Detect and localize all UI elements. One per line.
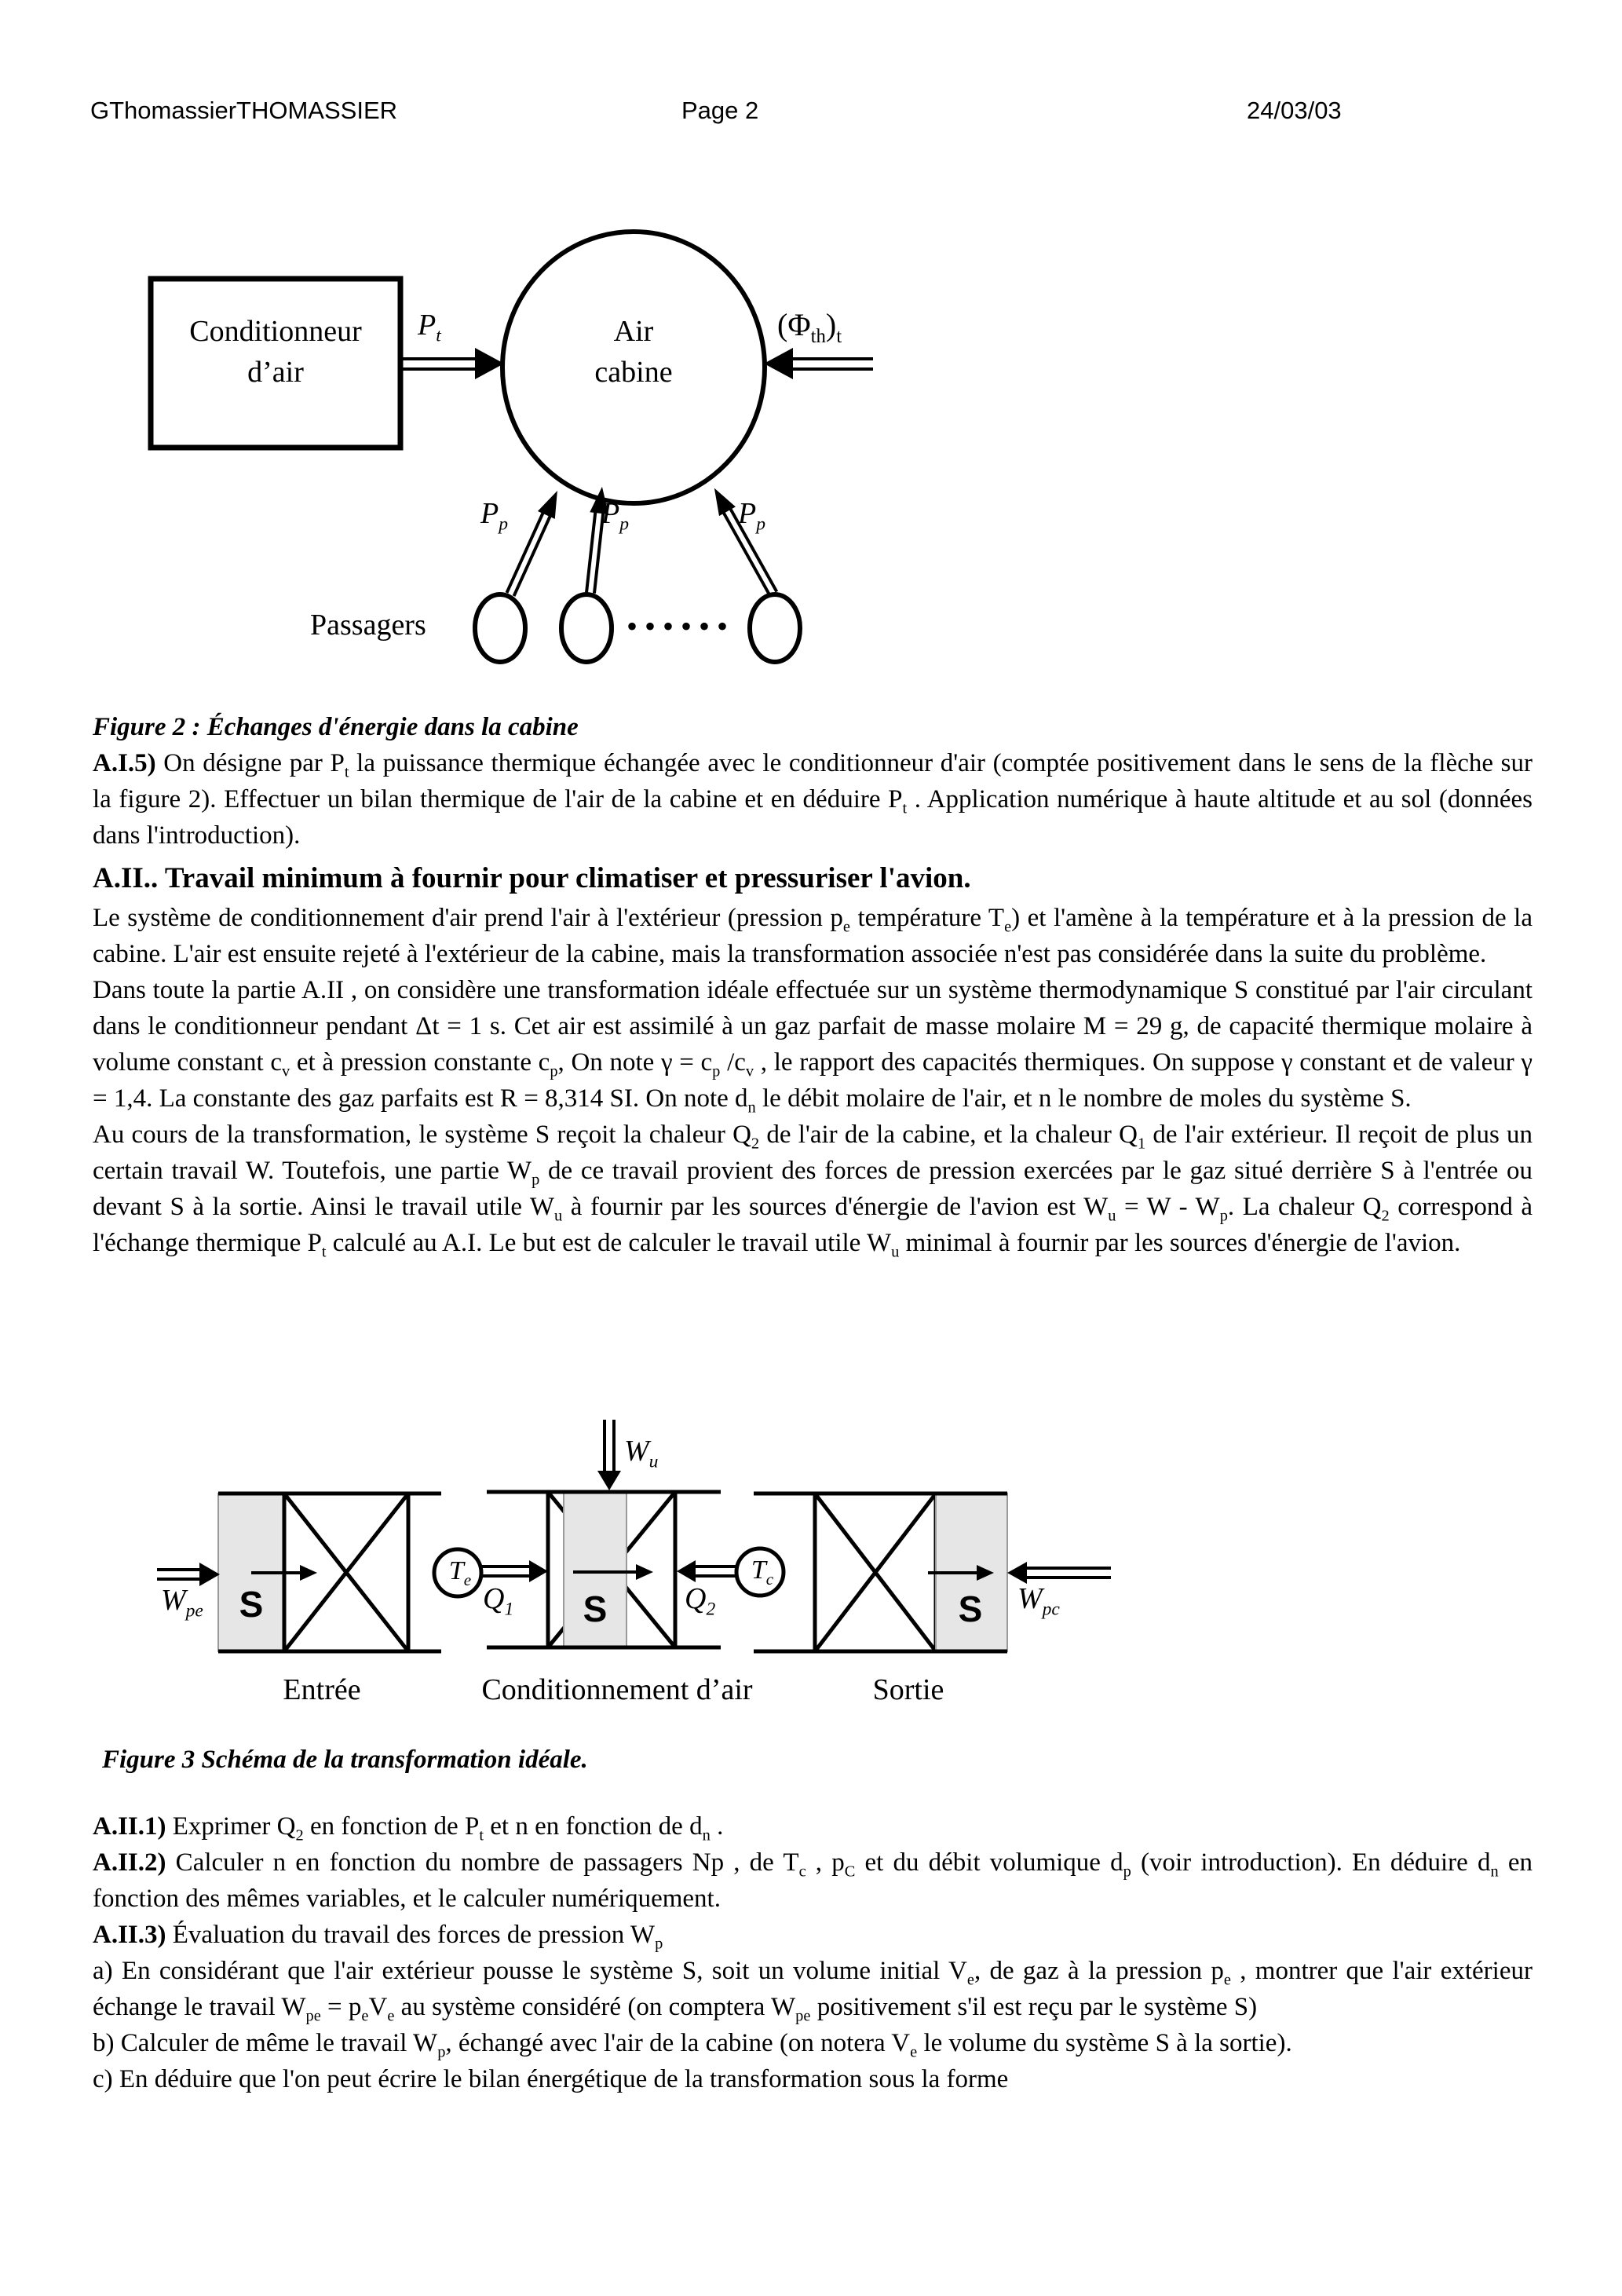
paragraph-2: Dans toute la partie A.II , on considère une transformation idéale effectuée sur un système thermodynamique S constitué par l'air circulant dans le conditionneur pendant Δt = 1 s. Cet air est assimilé à un gaz parfait de masse molaire M = 29 g, de capacité thermique molaire à volume constant $c_v$ et à pression constante $c_p$, On note $\gamma = c_p$ $/c_v$ , le rapport des capacités thermiques. On suppose γ constant et de valeur γ = 1,4. La constante des gaz parfaits est R = 8,314 SI. On note $d_n$ le débit molaire de l'air, et n le nombre de moles du système S. [93,976,1532,1117]
figure3-caption-block [102,1742,1542,1778]
passagers-label: Passagers [310,609,426,642]
sortie-unit [754,1493,1111,1651]
s-label-sortie: S [958,1589,983,1629]
tc-label: $T_c$ [751,1556,774,1589]
entree-label: Entrée [283,1673,361,1706]
question-text-a23: Évaluation du travail des forces de pression $W_p$ [166,1921,663,1953]
header-author: GThomassierTHOMASSIER [90,97,398,124]
question-number-ai5: A.I.5) [93,749,156,777]
sortie-label: Sortie [872,1673,944,1706]
figure2-text-block [93,709,1532,854]
question-text-ai5: On désigne par $P_t$ la puissance thermique échangée avec le conditionneur d'air (comptée positivement dans le sens de la flèche sur la figure 2). Effectuer un bilan thermique de l'air de la cabine et en déduire $P_t$ . Application numérique à haute altitude et au sol (données dans l'introduction). [93,749,1532,850]
conditionneur-label: Conditionneur d’air [189,315,362,389]
passager-arrow-1 [502,487,566,598]
paragraph-qc: c) En déduire que l'on peut écrire le bilan énergétique de la transformation sous la forme [93,2065,1009,2093]
question-text-a22: Calculer n en fonction du nombre de passagers Np , de $T_c$ , $p_C$ et du débit volumique $d_p$ (voir introduction). En déduire $d_n$ en fonction des mêmes variables, et le calculer numériquement. [93,1848,1532,1913]
pt-arrow [400,348,504,379]
figure2-canvas [118,212,1021,707]
q2-label: $Q_2$ [685,1582,716,1620]
figure3-diagram [118,1406,1217,1720]
paragraph-ai5 [93,745,1532,854]
air-cabine-label: Air cabine [594,315,673,389]
question-number-a21: A.II.1) [93,1812,166,1841]
paragraph-a23 [93,1917,1532,1953]
wpe-label: $W_{pe}$ [161,1584,203,1621]
entree-unit [157,1493,441,1651]
ellipsis-dots: •••••• [627,609,736,644]
figure3-caption: Figure 3 Schéma de la transformation idéale. [102,1746,588,1774]
s-label-entree: S [239,1584,264,1625]
pp1-label: $P_p$ [480,497,508,535]
paragraph-qb: b) Calculer de même le travail $W_p$, échangé avec l'air de la cabine (on notera $V_e$ le volume du système S à la sortie). [93,2029,1292,2061]
paragraph-3: Au cours de la transformation, le système S reçoit la chaleur $Q_2$ de l'air de la cabine, et la chaleur $Q_1$ de l'air extérieur. Il reçoit de plus un certain travail W. Toutefois, une partie $W_p$ de ce travail provient des forces de pression exercées par le gaz situé derrière S à l'entrée ou devant S à la sortie. Ainsi le travail utile $W_u$ à fournir par les sources d'énergie de l'avion est $W_u = W - W_p$. La chaleur $Q_2$ correspond à l'échange thermique $P_t$ calculé au A.I. Le but est de calculer le travail utile $W_u$ minimal à fournir par les sources d'énergie de l'avion. [93,1121,1533,1261]
paragraph-a21 [93,1808,1532,1844]
te-label: $T_e$ [448,1556,472,1589]
wu-label: $W_u$ [624,1435,659,1472]
question-number-a22: A.II.2) [93,1848,166,1877]
figure2-diagram [118,212,1021,707]
paragraph-a22 [93,1844,1532,1917]
question-text-a21: Exprimer $Q_2$ en fonction de $P_t$ et n en fonction de $d_n$ . [166,1812,724,1844]
header-page-number: Page 2 [681,97,759,124]
questions-block [93,1808,1532,2097]
header-date: 24/03/03 [1247,97,1342,124]
pp3-label: $P_p$ [738,497,765,535]
section-a2-block [93,857,1532,1261]
question-number-a23: A.II.3) [93,1921,166,1949]
figure2-caption: Figure 2 : Échanges d'énergie dans la cabine [93,713,579,741]
pt-label: $P_t$ [418,309,441,346]
paragraph-1: Le système de conditionnement d'air prend l'air à l'extérieur (pression $p_e$ température $T_e$) et l'amène à la température et à la pression de la cabine. L'air est ensuite rejeté à l'extérieur de la cabine, mais la transformation associée n'est pas considérée dans la suite du problème. [93,904,1532,968]
section-a2-heading: A.II.. Travail minimum à fournir pour climatiser et pressuriser l'avion. [93,862,971,894]
wpc-label: $W_{pc}$ [1017,1582,1060,1620]
phi-arrow [764,348,873,379]
pp2-label: $P_p$ [601,497,629,535]
phi-label: $(\Phi_{th})_t$ [777,307,842,347]
q1-label: $Q_1$ [483,1582,514,1620]
s-label-milieu: S [583,1589,608,1629]
paragraph-qa: a) En considérant que l'air extérieur pousse le système S, soit un volume initial $V_e$, de gaz à la pression $p_e$ , montrer que l'air extérieur échange le travail $W_{pe} = p_eV_e$ au système considéré (on comptera $W_{pe}$ positivement s'il est reçu par le système S) [93,1957,1532,2025]
conditionnement-label: Conditionnement d’air [481,1673,753,1706]
